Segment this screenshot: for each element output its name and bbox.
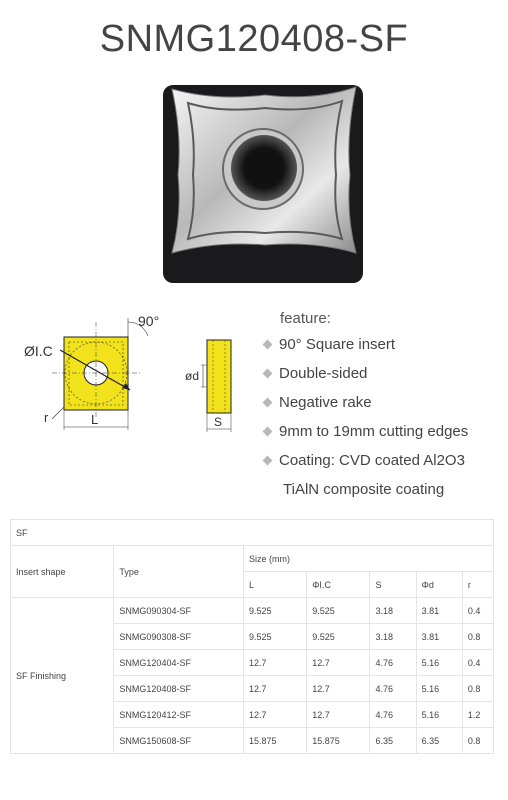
d-cell: 5.16 — [416, 650, 462, 676]
r-cell: 1.2 — [462, 702, 493, 728]
d-cell: 5.16 — [416, 702, 462, 728]
ic-cell: 9.525 — [307, 624, 370, 650]
insert-product-image — [160, 75, 370, 285]
r-cell: 0.8 — [462, 676, 493, 702]
d-cell: 3.81 — [416, 598, 462, 624]
header-r: r — [462, 572, 493, 598]
diamond-bullet-icon — [263, 426, 273, 436]
r-cell: 0.4 — [462, 598, 493, 624]
feature-item: Negative rake — [262, 388, 502, 417]
s-cell: 3.18 — [370, 624, 416, 650]
l-cell: 12.7 — [243, 702, 306, 728]
table-group-row — [11, 520, 494, 546]
r-label: r — [44, 410, 49, 425]
l-cell: 12.7 — [243, 676, 306, 702]
feature-item: 90° Square insert — [262, 330, 502, 359]
l-cell: 12.7 — [243, 650, 306, 676]
ic-cell: 12.7 — [307, 702, 370, 728]
type-cell: SNMG090308-SF — [114, 624, 244, 650]
angle-label: 90° — [138, 313, 160, 329]
header-type: Type — [114, 546, 244, 598]
l-label: L — [91, 412, 99, 427]
feature-item-continuation: TiAlN composite coating — [283, 481, 445, 498]
feature-item: 9mm to 19mm cutting edges — [262, 417, 502, 446]
diamond-bullet-icon — [263, 455, 273, 465]
r-cell: 0.4 — [462, 650, 493, 676]
r-cell: 0.8 — [462, 624, 493, 650]
table-group-label: SF — [11, 520, 494, 546]
type-cell: SNMG120408-SF — [114, 676, 244, 702]
features-list — [262, 308, 502, 504]
d-cell: 6.35 — [416, 728, 462, 754]
r-cell: 0.8 — [462, 728, 493, 754]
s-label: S — [214, 415, 223, 429]
insert-side-diagram — [185, 335, 245, 435]
d-label: ød — [185, 369, 200, 383]
diamond-bullet-icon — [263, 368, 273, 378]
features-heading: feature: — [280, 310, 331, 327]
feature-item: Double-sided — [262, 359, 502, 388]
l-cell: 15.875 — [243, 728, 306, 754]
l-cell: 9.525 — [243, 598, 306, 624]
ic-cell: 15.875 — [307, 728, 370, 754]
s-cell: 3.18 — [370, 598, 416, 624]
type-cell: SNMG150608-SF — [114, 728, 244, 754]
l-cell: 9.525 — [243, 624, 306, 650]
insert-front-diagram — [22, 310, 172, 435]
feature-item: Coating: CVD coated Al2O3 — [262, 446, 502, 475]
header-d: Φd — [416, 572, 462, 598]
header-l: L — [243, 572, 306, 598]
diamond-bullet-icon — [263, 397, 273, 407]
s-cell: 6.35 — [370, 728, 416, 754]
ic-label: ØI.C — [24, 343, 53, 359]
table-header-row — [11, 546, 494, 572]
spec-table — [10, 519, 494, 754]
type-cell: SNMG120404-SF — [114, 650, 244, 676]
ic-cell: 9.525 — [307, 598, 370, 624]
type-cell: SNMG090304-SF — [114, 598, 244, 624]
table-row — [11, 598, 494, 624]
header-s: S — [370, 572, 416, 598]
header-size: Size (mm) — [243, 546, 493, 572]
s-cell: 4.76 — [370, 702, 416, 728]
header-insert-shape: Insert shape — [11, 546, 114, 598]
d-cell: 5.16 — [416, 676, 462, 702]
ic-cell: 12.7 — [307, 650, 370, 676]
page-title: SNMG120408-SF — [99, 18, 409, 60]
ic-cell: 12.7 — [307, 676, 370, 702]
diamond-bullet-icon — [263, 339, 273, 349]
d-cell: 3.81 — [416, 624, 462, 650]
s-cell: 4.76 — [370, 650, 416, 676]
shape-cell: SF Finishing — [11, 598, 114, 754]
s-cell: 4.76 — [370, 676, 416, 702]
type-cell: SNMG120412-SF — [114, 702, 244, 728]
header-ic: ΦI.C — [307, 572, 370, 598]
